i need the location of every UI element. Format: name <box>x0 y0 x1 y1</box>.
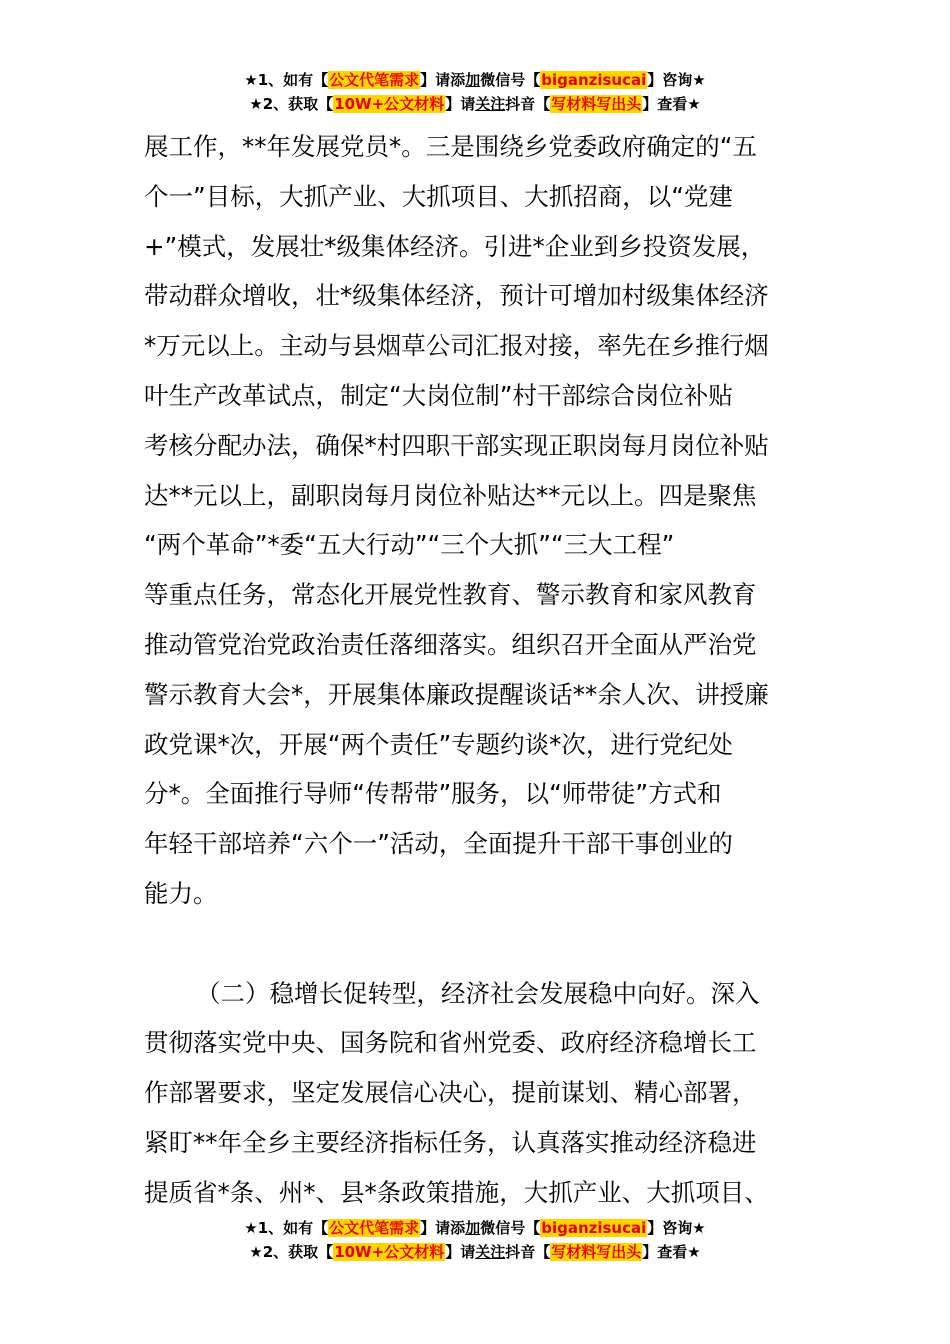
text-line: 提质省*条、州*、县*条政策措施，大抓产业、大抓项目、 <box>144 1177 769 1207</box>
banner-text: 】查看★ <box>642 1243 701 1261</box>
banner-underlined-text: 关注 <box>475 95 506 113</box>
text-line: 能力。 <box>144 878 218 908</box>
text-line: 考核分配办法，确保*村四职干部实现正职岗每月岗位补贴 <box>144 430 769 460</box>
banner-text: ★2、获取【 <box>249 95 334 113</box>
paragraph-2 <box>144 969 834 1218</box>
text-line: 政党课*次，开展“两个责任”专题约谈*次，进行党纪处 <box>144 729 733 759</box>
text-line: 个一”目标，大抓产业、大抓项目、大抓招商，以“党建 <box>144 181 733 211</box>
banner-text: 微信号【 <box>480 71 541 89</box>
highlight-wechat-id: biganzisucai <box>541 1219 647 1237</box>
document-body <box>144 122 834 1218</box>
text-line: 作部署要求，坚定发展信心决心，提前谋划、精心部署， <box>144 1078 757 1108</box>
banner-text: ★2、获取【 <box>249 1243 334 1261</box>
banner-underlined-text: 加 <box>465 1219 481 1237</box>
banner-text: 抖音【 <box>505 1243 551 1261</box>
text-line: 达**元以上，副职岗每月岗位补贴达**元以上。四是聚焦 <box>144 480 757 510</box>
paragraph-gap <box>144 919 834 969</box>
text-line: 推动管党治党政治责任落细落实。组织召开全面从严治党 <box>144 629 757 659</box>
footer-banner <box>0 1216 950 1264</box>
banner-text: 】请添 <box>420 71 466 89</box>
banner-line-2 <box>0 1240 950 1264</box>
text-line: 贯彻落实党中央、国务院和省州党委、政府经济稳增长工 <box>144 1028 757 1058</box>
text-line: 展工作，**年发展党员*。三是围绕乡党委政府确定的“五 <box>144 132 757 161</box>
text-line: 叶生产改革试点，制定“大岗位制”村干部综合岗位补贴 <box>144 380 733 410</box>
highlight-service: 公文代笔需求 <box>329 1219 420 1237</box>
text-line: 紧盯**年全乡主要经济指标任务，认真落实推动经济稳进 <box>144 1127 757 1157</box>
text-line: 带动群众增收，壮*级集体经济，预计可增加村级集体经济 <box>144 281 769 311</box>
text-line: 警示教育大会*，开展集体廉政提醒谈话**余人次、讲授廉 <box>144 679 769 709</box>
banner-underlined-text: 关注 <box>475 1243 506 1261</box>
text-line: 年轻干部培养“六个一”活动，全面提升干部干事创业的 <box>144 829 733 859</box>
text-line: “两个革命”*委“五大行动”“三个大抓”“三大工程” <box>144 530 675 560</box>
highlight-douyin-account: 写材料写出头 <box>551 1243 642 1261</box>
header-banner <box>0 68 950 116</box>
text-line: 等重点任务，常态化开展党性教育、警示教育和家风教育 <box>144 580 757 610</box>
highlight-materials: 10W+公文材料 <box>334 95 445 113</box>
text-line: （二）稳增长促转型，经济社会发展稳中向好。深入 <box>196 978 760 1008</box>
banner-text: ★1、如有【 <box>244 1219 329 1237</box>
banner-text: 抖音【 <box>505 95 551 113</box>
banner-text: 】请 <box>445 95 476 113</box>
paragraph-1 <box>144 122 834 919</box>
highlight-materials: 10W+公文材料 <box>334 1243 445 1261</box>
banner-text: 】咨询★ <box>647 1219 706 1237</box>
banner-text: 微信号【 <box>480 1219 541 1237</box>
text-line: *万元以上。主动与县烟草公司汇报对接，率先在乡推行烟 <box>144 331 769 361</box>
banner-line-1 <box>0 68 950 92</box>
banner-text: ★1、如有【 <box>244 71 329 89</box>
banner-text: 】咨询★ <box>647 71 706 89</box>
banner-underlined-text: 加 <box>465 71 481 89</box>
text-line: +”模式，发展壮*级集体经济。引进*企业到乡投资发展， <box>144 231 766 261</box>
highlight-wechat-id: biganzisucai <box>541 71 647 89</box>
banner-text: 】请 <box>445 1243 476 1261</box>
banner-line-2 <box>0 92 950 116</box>
banner-line-1 <box>0 1216 950 1240</box>
highlight-service: 公文代笔需求 <box>329 71 420 89</box>
banner-text: 】查看★ <box>642 95 701 113</box>
highlight-douyin-account: 写材料写出头 <box>551 95 642 113</box>
text-line: 分*。全面推行导师“传帮带”服务，以“师带徒”方式和 <box>144 779 722 809</box>
banner-text: 】请添 <box>420 1219 466 1237</box>
